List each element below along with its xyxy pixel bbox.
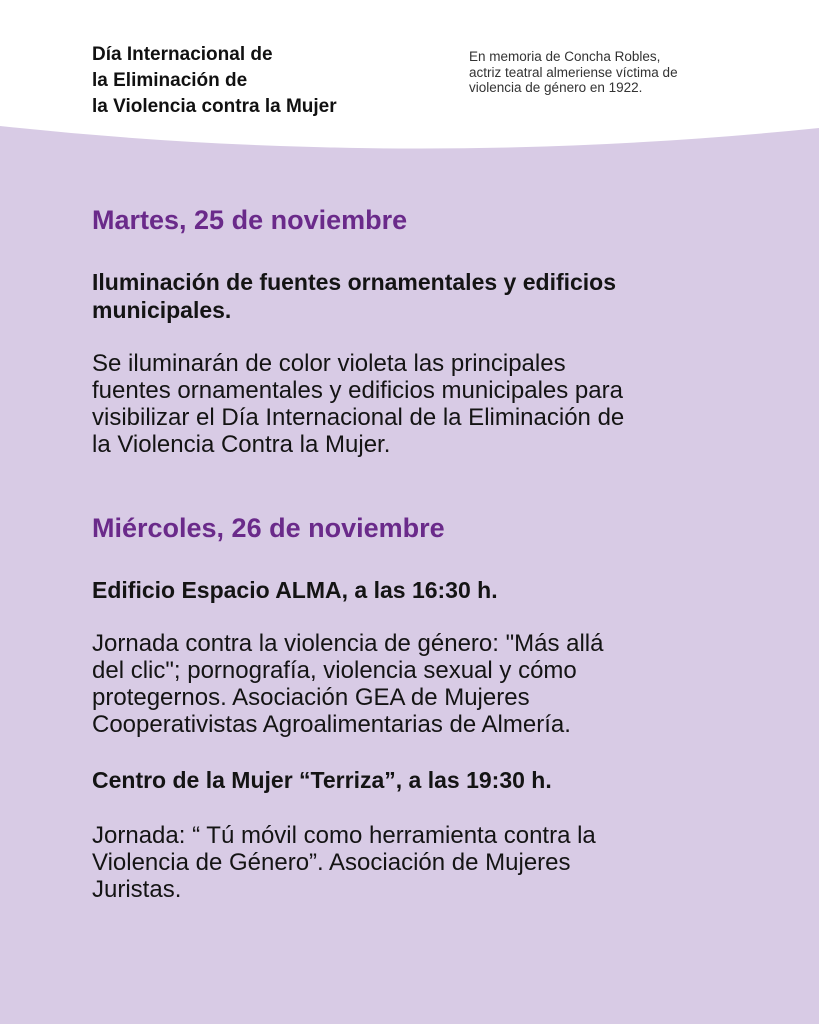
event-title-line: municipales. [92, 297, 232, 323]
header-title-line: la Eliminación de [92, 70, 248, 91]
memorial-note-line: En memoria de Concha Robles, [469, 49, 661, 64]
event-title-line: Edificio Espacio ALMA, a las 16:30 h. [92, 577, 498, 603]
event-description-line: Cooperativistas Agroalimentarias de Almería. [92, 711, 571, 738]
memorial-note-line: actriz teatral almeriense víctima de [469, 64, 678, 80]
event-description [92, 630, 604, 738]
event-title [92, 576, 498, 604]
header-title-line: la Violencia contra la Mujer [92, 96, 337, 117]
memorial-note-line: violencia de género en 1922. [469, 80, 643, 95]
event-title [92, 766, 552, 794]
day-heading: Miércoles, 26 de noviembre [92, 513, 445, 543]
event-title-line: Centro de la Mujer “Terriza”, a las 19:30 h. [92, 767, 552, 793]
header-title-line: Día Internacional de [92, 44, 273, 65]
day-heading: Martes, 25 de noviembre [92, 205, 408, 235]
event-description-line: Se iluminarán de color violeta las principales [92, 350, 566, 377]
event-description [92, 822, 596, 903]
header-banner [0, 0, 819, 160]
event-title-line: Iluminación de fuentes ornamentales y edificios [92, 269, 617, 295]
event-description-line: Jornada: “ Tú móvil como herramienta contra la [92, 822, 596, 849]
event-description-line: la Violencia Contra la Mujer. [92, 431, 391, 458]
event-description-line: Jornada contra la violencia de género: "Más allá [92, 630, 604, 657]
event-description-line: protegernos. Asociación GEA de Mujeres [92, 684, 530, 711]
event-description-line: Juristas. [92, 876, 182, 903]
event-description [92, 350, 624, 458]
event-description-line: Violencia de Género”. Asociación de Mujeres [92, 849, 571, 876]
event-description-line: del clic"; pornografía, violencia sexual y cómo [92, 657, 577, 684]
memorial-note [469, 49, 769, 96]
event-description-line: fuentes ornamentales y edificios municipales para [92, 377, 623, 404]
event-description-line: visibilizar el Día Internacional de la Eliminación de [92, 404, 625, 431]
header-title [92, 42, 432, 120]
event-title [92, 268, 616, 324]
